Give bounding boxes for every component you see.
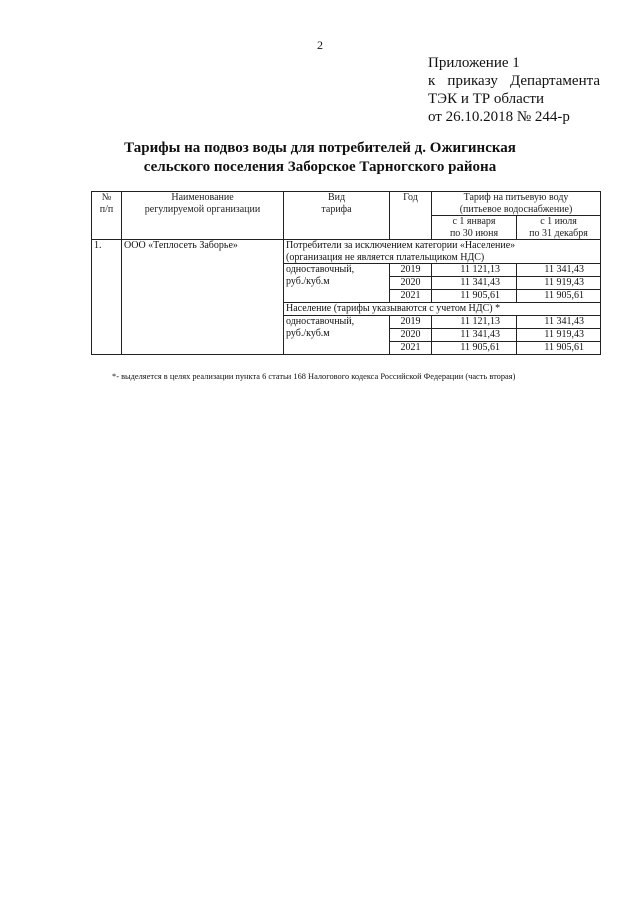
group1-label-row [92, 240, 601, 264]
tariff-cell-h2: 11 919,43 [517, 329, 601, 342]
appendix-line-2: к приказу Департамента [428, 73, 600, 89]
tariff-cell-h1: 11 341,43 [432, 329, 517, 342]
tariff-cell-h2: 11 341,43 [517, 264, 601, 277]
entry-num: 1. [92, 240, 122, 355]
tariff-cell-h1: 11 121,13 [432, 264, 517, 277]
group2-label: Население (тарифы указываются с учетом НДС) * [284, 303, 601, 316]
year-cell: 2020 [390, 329, 432, 342]
appendix-line-4: от 26.10.2018 № 244-р [428, 109, 570, 125]
group1-tariff-type: одноставочный, руб./куб.м [284, 264, 390, 303]
header-drinking-water-tariff: Тариф на питьевую воду (питьевое водоснабжение) [432, 192, 601, 216]
year-cell: 2019 [390, 316, 432, 329]
table-header-row [92, 192, 601, 216]
year-cell: 2020 [390, 277, 432, 290]
group2-tariff-type: одноставочный, руб./куб.м [284, 316, 390, 355]
year-cell: 2019 [390, 264, 432, 277]
tariff-cell-h1: 11 341,43 [432, 277, 517, 290]
entry-organization: ООО «Теплосеть Заборье» [122, 240, 284, 355]
tariff-cell-h1: 11 905,61 [432, 290, 517, 303]
document-title [92, 139, 548, 177]
title-line-1: Тарифы на подвоз воды для потребителей д. Ожигинская [124, 140, 516, 156]
tariff-cell-h2: 11 919,43 [517, 277, 601, 290]
appendix-line-3: ТЭК и ТР области [428, 91, 544, 107]
tariff-cell-h2: 11 341,43 [517, 316, 601, 329]
year-cell: 2021 [390, 290, 432, 303]
header-num: № п/п [92, 192, 122, 240]
group1-label: Потребители за исключением категории «Население» (организация не является плательщиком НДС) [284, 240, 601, 264]
tariff-cell-h2: 11 905,61 [517, 342, 601, 355]
tariff-cell-h2: 11 905,61 [517, 290, 601, 303]
header-tariff-type: Вид тарифа [284, 192, 390, 240]
tariffs-table [91, 191, 601, 355]
header-period-1: с 1 января по 30 июня [432, 216, 517, 240]
header-year: Год [390, 192, 432, 240]
tariff-cell-h1: 11 121,13 [432, 316, 517, 329]
header-period-2: с 1 июля по 31 декабря [517, 216, 601, 240]
year-cell: 2021 [390, 342, 432, 355]
page-number: 2 [317, 38, 323, 52]
header-organization: Наименование регулируемой организации [122, 192, 284, 240]
appendix-line-1: Приложение 1 [428, 55, 520, 71]
title-line-2: сельского поселения Заборское Тарногского района [143, 159, 497, 175]
footnote: *- выделяется в целях реализации пункта 6 статьи 168 Налогового кодекса Российской Федерации (часть вторая) [112, 372, 516, 381]
tariff-cell-h1: 11 905,61 [432, 342, 517, 355]
appendix-block [428, 54, 600, 126]
